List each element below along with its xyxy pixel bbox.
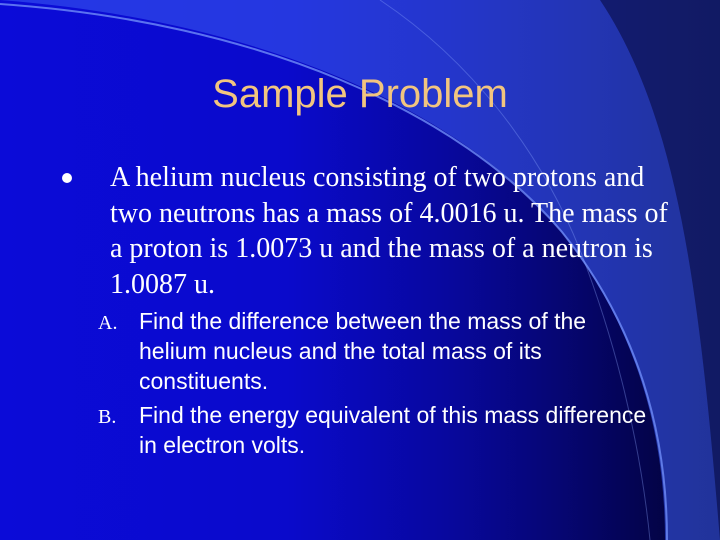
sub-item-text: Find the energy equivalent of this mass difference in electron volts.: [139, 402, 647, 458]
sub-item-b: [98, 400, 658, 460]
sub-item-list: [98, 306, 658, 464]
slide-title: Sample Problem: [212, 72, 508, 116]
bullet-dot-icon: [62, 173, 72, 183]
sub-item-marker: A.: [98, 312, 118, 334]
sub-item-marker: B.: [98, 406, 117, 428]
sub-item-text: Find the difference between the mass of the helium nucleus and the total mass of its constituents.: [139, 308, 587, 394]
sub-item-a: [98, 306, 658, 396]
main-bullet-text: A helium nucleus consisting of two protons and two neutrons has a mass of 4.0016 u. The mass of a proton is 1.0073 u and the mass of a neutron is 1.0087 u.: [110, 162, 668, 300]
